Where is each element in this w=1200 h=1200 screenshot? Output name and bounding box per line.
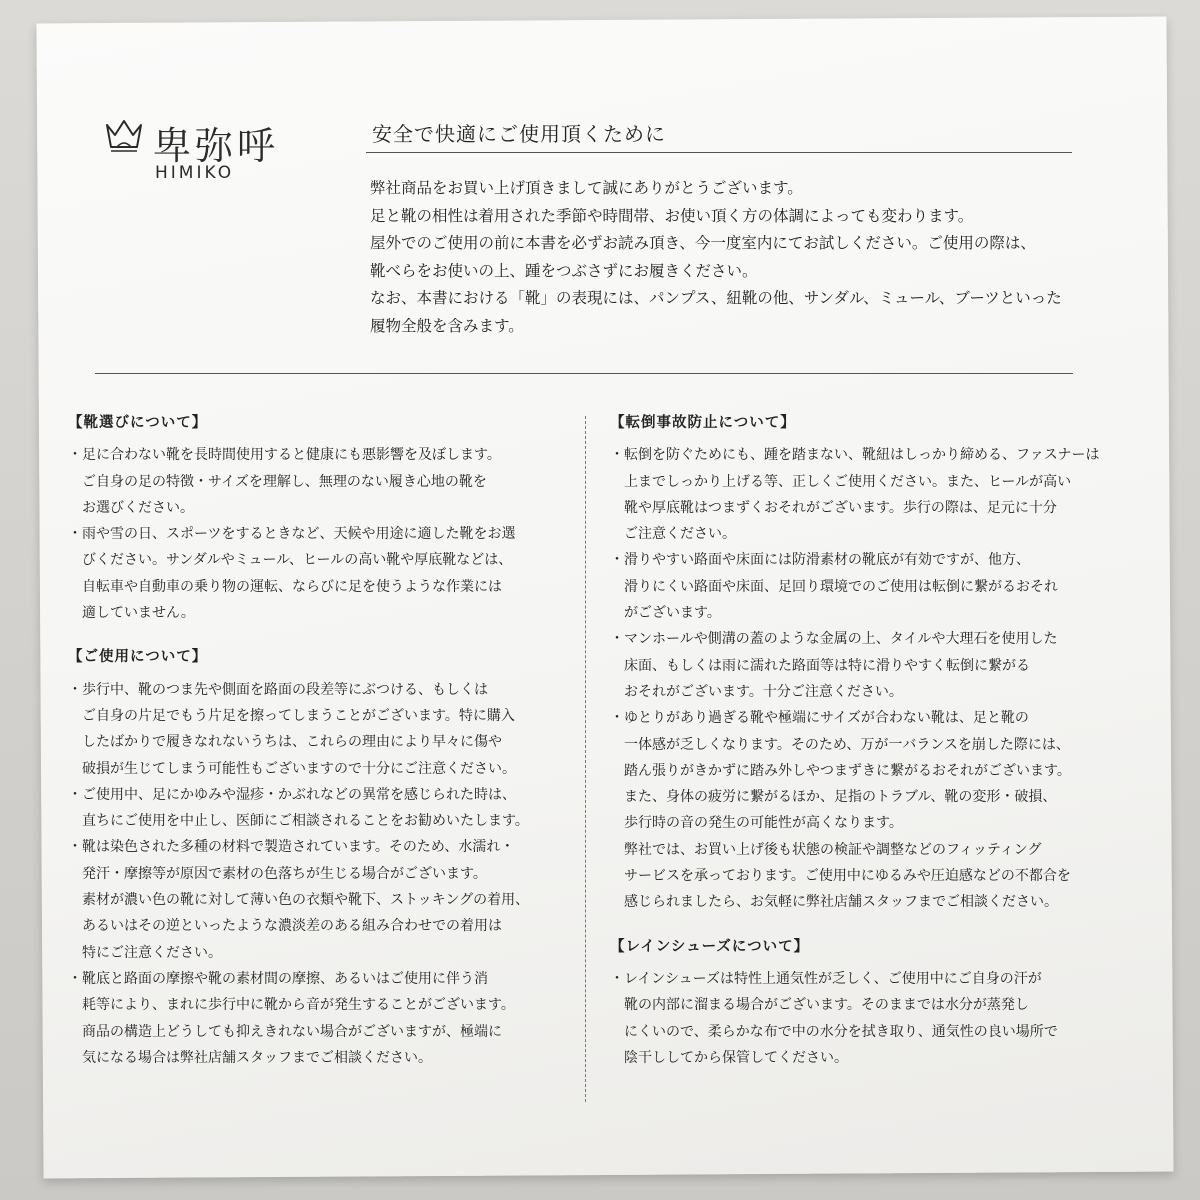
list-item-line: 発汗・摩擦等が原因で素材の色落ちが生じる場合がございます。 xyxy=(82,865,487,882)
brand-name-roman: HIMIKO xyxy=(155,163,235,183)
list-item xyxy=(610,705,1110,836)
list-item-line: 自転車や自動車の乗り物の運転、ならびに足を使うような作業には xyxy=(82,578,502,595)
list-item-line: ・ゆとりがあり過ぎる靴や極端にサイズが合わない靴は、足と靴の xyxy=(610,710,1029,727)
list-item-line: にくいので、柔らかな布で中の水分を拭き取り、通気性の良い場所で xyxy=(624,1023,1058,1040)
list-item-line: 歩行時の音の発生の可能性が高くなります。 xyxy=(624,815,903,832)
list-item-line: ・ご使用中、足にかゆみや湿疹・かぶれなどの異常を感じられた時は、 xyxy=(68,786,516,803)
list-item-line: ・マンホールや側溝の蓋のような金属の上、タイルや大理石を使用した xyxy=(610,631,1058,648)
list-item-line: ご自身の足の特徴・サイズを理解し、無理のない履き心地の靴を xyxy=(82,473,487,490)
column-divider-dashed xyxy=(585,416,586,1102)
list-item xyxy=(68,677,568,782)
notice-section xyxy=(610,410,1110,916)
list-item xyxy=(68,521,568,626)
notice-section xyxy=(610,934,1110,1071)
list-item-line: ・靴底と路面の摩擦や靴の素材間の摩擦、あるいはご使用に伴う消 xyxy=(68,970,488,987)
intro-line: 屋外でのご使用の前に本書を必ずお読み頂き、今一度室内にてお試しください。ご使用の際は、 xyxy=(370,234,1036,252)
list-item-line: ・歩行中、靴のつま先や側面を路面の段差等にぶつける、もしくは xyxy=(68,681,488,698)
list-item-line: ご自身の片足でもう片足を擦ってしまうことがございます。特に購入 xyxy=(82,707,515,724)
section-heading: 【転倒事故防止について】 xyxy=(610,415,796,431)
intro-line: 足と靴の相性は着用された季節や時間帯、お使い頂く方の体調によっても変わります。 xyxy=(370,206,974,225)
list-item-line: ご注意ください。 xyxy=(624,526,736,543)
brand-name-kanji: 卑弥呼 xyxy=(153,124,280,168)
list-item-line: 床面、もしくは雨に濡れた路面等は特に滑りやすく転倒に繋がる xyxy=(624,657,1030,674)
list-item-line: 適していません。 xyxy=(82,605,195,622)
section-heading: 【レインシューズについて】 xyxy=(610,938,810,955)
list-item xyxy=(68,442,568,521)
notice-section xyxy=(68,644,568,1071)
list-item-line: ・靴は染色された多種の材料で製造されています。そのため、水濡れ・ xyxy=(68,839,515,856)
intro-paragraph xyxy=(370,175,1090,340)
list-item-line: がございます。 xyxy=(624,605,721,622)
list-item-line: 陰干ししてから保管してください。 xyxy=(624,1049,848,1066)
list-item-line: お選びください。 xyxy=(82,499,194,516)
list-item-line: 踏ん張りがきかずに踏み外しやつまずきに繋がるおそれがございます。 xyxy=(624,762,1071,779)
notice-line: サービスを承っております。ご使用中にゆるみや圧迫感などの不都合を xyxy=(624,868,1071,885)
list-item-line: 滑りにくい路面や床面、足回り環境でのご使用は転倒に繋がるおそれ xyxy=(624,578,1058,595)
left-column xyxy=(68,410,568,1089)
list-item xyxy=(68,966,568,1071)
list-item-line: 靴の内部に溜まる場合がございます。そのままでは水分が蒸発し xyxy=(624,997,1029,1014)
intro-line: 履物全般を含みます。 xyxy=(370,316,524,335)
list-item xyxy=(610,547,1110,626)
section-heading: 【靴選びについて】 xyxy=(68,415,208,431)
list-item-line: おそれがございます。十分ご注意ください。 xyxy=(624,683,903,700)
list-item-line: 破損が生じてしまう可能性もございますので十分にご注意ください。 xyxy=(82,760,516,777)
intro-line: 弊社商品をお買い上げ頂きまして誠にありがとうございます。 xyxy=(370,179,803,197)
list-item-line: ・滑りやすい路面や床面には防滑素材の靴底が有効ですが、他方、 xyxy=(610,552,1030,569)
list-item-line: 靴や厚底靴はつまずくおそれがございます。歩行の際は、足元に十分 xyxy=(624,499,1057,516)
notice-line: 弊社では、お買い上げ後も状態の検証や調整などのフィッティング xyxy=(624,841,1042,858)
list-item-line: また、身体の疲労に繋がるほか、足指のトラブル、靴の変形・破損、 xyxy=(624,789,1057,806)
list-item-line: 耗等により、まれに歩行中に靴から音が発生することがございます。 xyxy=(82,997,515,1014)
list-item-line: びください。サンダルやミュール、ヒールの高い靴や厚底靴などは、 xyxy=(82,552,513,569)
intro-line: 靴べらをお使いの上、踵をつぶさずにお履きください。 xyxy=(370,261,758,280)
list-item-line: 商品の構造上どうしても抑えきれない場合がございますが、極端に xyxy=(82,1023,502,1040)
list-item-line: ・レインシューズは特性上通気性が乏しく、ご使用中にご自身の汗が xyxy=(610,970,1042,987)
brand-logo xyxy=(103,115,323,185)
list-item-line: 気になる場合は弊社店舗スタッフまでご相談ください。 xyxy=(82,1049,432,1066)
intro-line: なお、本書における「靴」の表現には、パンプス、紐靴の他、サンダル、ミュール、ブーツといった xyxy=(370,289,1062,307)
list-item-line: したばかりで履きなれないうちは、これらの理由により早々に傷や xyxy=(82,734,502,751)
list-item-line: 直ちにご使用を中止し、医師にご相談されることをお勧めいたします。 xyxy=(82,813,529,830)
list-item-line: 上までしっかり上げる等、正しくご使用ください。また、ヒールが高い xyxy=(624,473,1072,490)
list-item-line: ・転倒を防ぐためにも、踵を踏まない、靴紐はしっかり締める、ファスナーは xyxy=(610,447,1100,464)
list-item xyxy=(68,782,568,835)
crown-flower-icon xyxy=(103,117,145,157)
list-item-line: 素材が濃い色の靴に対して薄い色の衣類や靴下、ストッキングの着用、 xyxy=(82,892,530,909)
notice-section xyxy=(68,410,568,626)
list-item xyxy=(610,966,1110,1071)
title-underline xyxy=(366,152,1072,153)
list-item-line: ・足に合わない靴を長時間使用すると健康にも悪影響を及ぼします。 xyxy=(68,447,501,464)
fitting-service-notice xyxy=(610,837,1110,916)
list-item-line: あるいはその逆といったような濃淡差のある組み合わせでの着用は xyxy=(82,918,502,935)
list-item-line: 一体感が乏しくなります。そのため、万が一バランスを崩した際には、 xyxy=(624,736,1070,753)
section-heading: 【ご使用について】 xyxy=(68,649,208,666)
list-item-line: ・雨や雪の日、スポーツをするときなど、天候や用途に適した靴をお選 xyxy=(68,526,516,543)
section-divider-horizontal xyxy=(95,373,1073,374)
list-item xyxy=(610,442,1110,547)
list-item xyxy=(68,834,568,965)
page-title: 安全で快適にご使用頂くために xyxy=(372,122,666,146)
list-item xyxy=(610,626,1110,705)
list-item-line: 特にご注意ください。 xyxy=(82,944,222,961)
notice-line: 感じられましたら、お気軽に弊社店舗スタッフまでご相談ください。 xyxy=(624,894,1058,911)
right-column xyxy=(610,410,1110,1089)
